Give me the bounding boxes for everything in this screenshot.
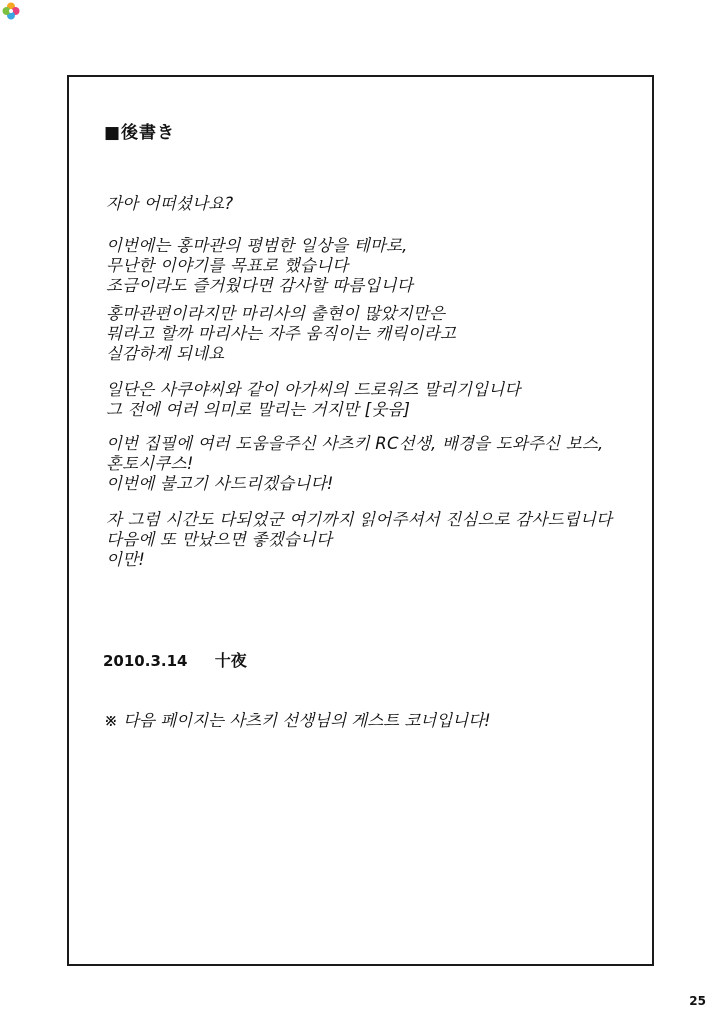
paragraph-marisa (106, 304, 456, 364)
signature-line (103, 648, 247, 671)
page-number: 25 (689, 994, 706, 1008)
text-line: 이번 집필에 여러 도움을주신 사츠키 RC선생, 배경을 도와주신 보스, (106, 434, 604, 453)
text-line: 이만! (106, 550, 146, 569)
signature-date: 2010.3.14 (103, 652, 188, 670)
text-line: 그 전에 여러 의미로 말리는 거지만 [웃음] (106, 400, 411, 419)
clover-logo-icon (2, 2, 20, 20)
text-line: 다음에 또 만났으면 좋겠습니다 (106, 530, 333, 549)
afterword-heading: ■後書き (104, 123, 176, 143)
text-line: 실감하게 되네요 (106, 344, 225, 363)
next-page-note: ※ 다음 페이지는 사츠키 선생님의 게스트 코너입니다! (104, 711, 491, 730)
signature-author: 十夜 (214, 651, 247, 670)
paragraph-theme (106, 236, 413, 296)
text-line: 뭐라고 할까 마리사는 자주 움직이는 캐릭이라고 (106, 324, 457, 343)
text-line: 일단은 사쿠야씨와 같이 아가씨의 드로워즈 말리기입니다 (106, 380, 521, 399)
paragraph-drawers (106, 380, 521, 420)
text-line: 혼토시쿠스! (106, 454, 194, 473)
paragraph-closing (106, 510, 612, 570)
text-line: 홍마관편이라지만 마리사의 출현이 많았지만은 (106, 304, 446, 323)
text-line: 이번에 불고기 사드리겠습니다! (106, 474, 334, 493)
paragraph-intro (106, 194, 233, 214)
paragraph-thanks (106, 434, 603, 494)
text-line: 무난한 이야기를 목표로 했습니다 (106, 256, 349, 275)
text-line: 이번에는 홍마관의 평범한 일상을 테마로, (106, 236, 408, 255)
text-line: 자 그럼 시간도 다되었군 여기까지 읽어주셔서 진심으로 감사드립니다 (106, 510, 613, 529)
text-line: 자아 어떠셨나요? (106, 194, 234, 213)
text-line: 조금이라도 즐거웠다면 감사할 따름입니다 (106, 276, 413, 295)
